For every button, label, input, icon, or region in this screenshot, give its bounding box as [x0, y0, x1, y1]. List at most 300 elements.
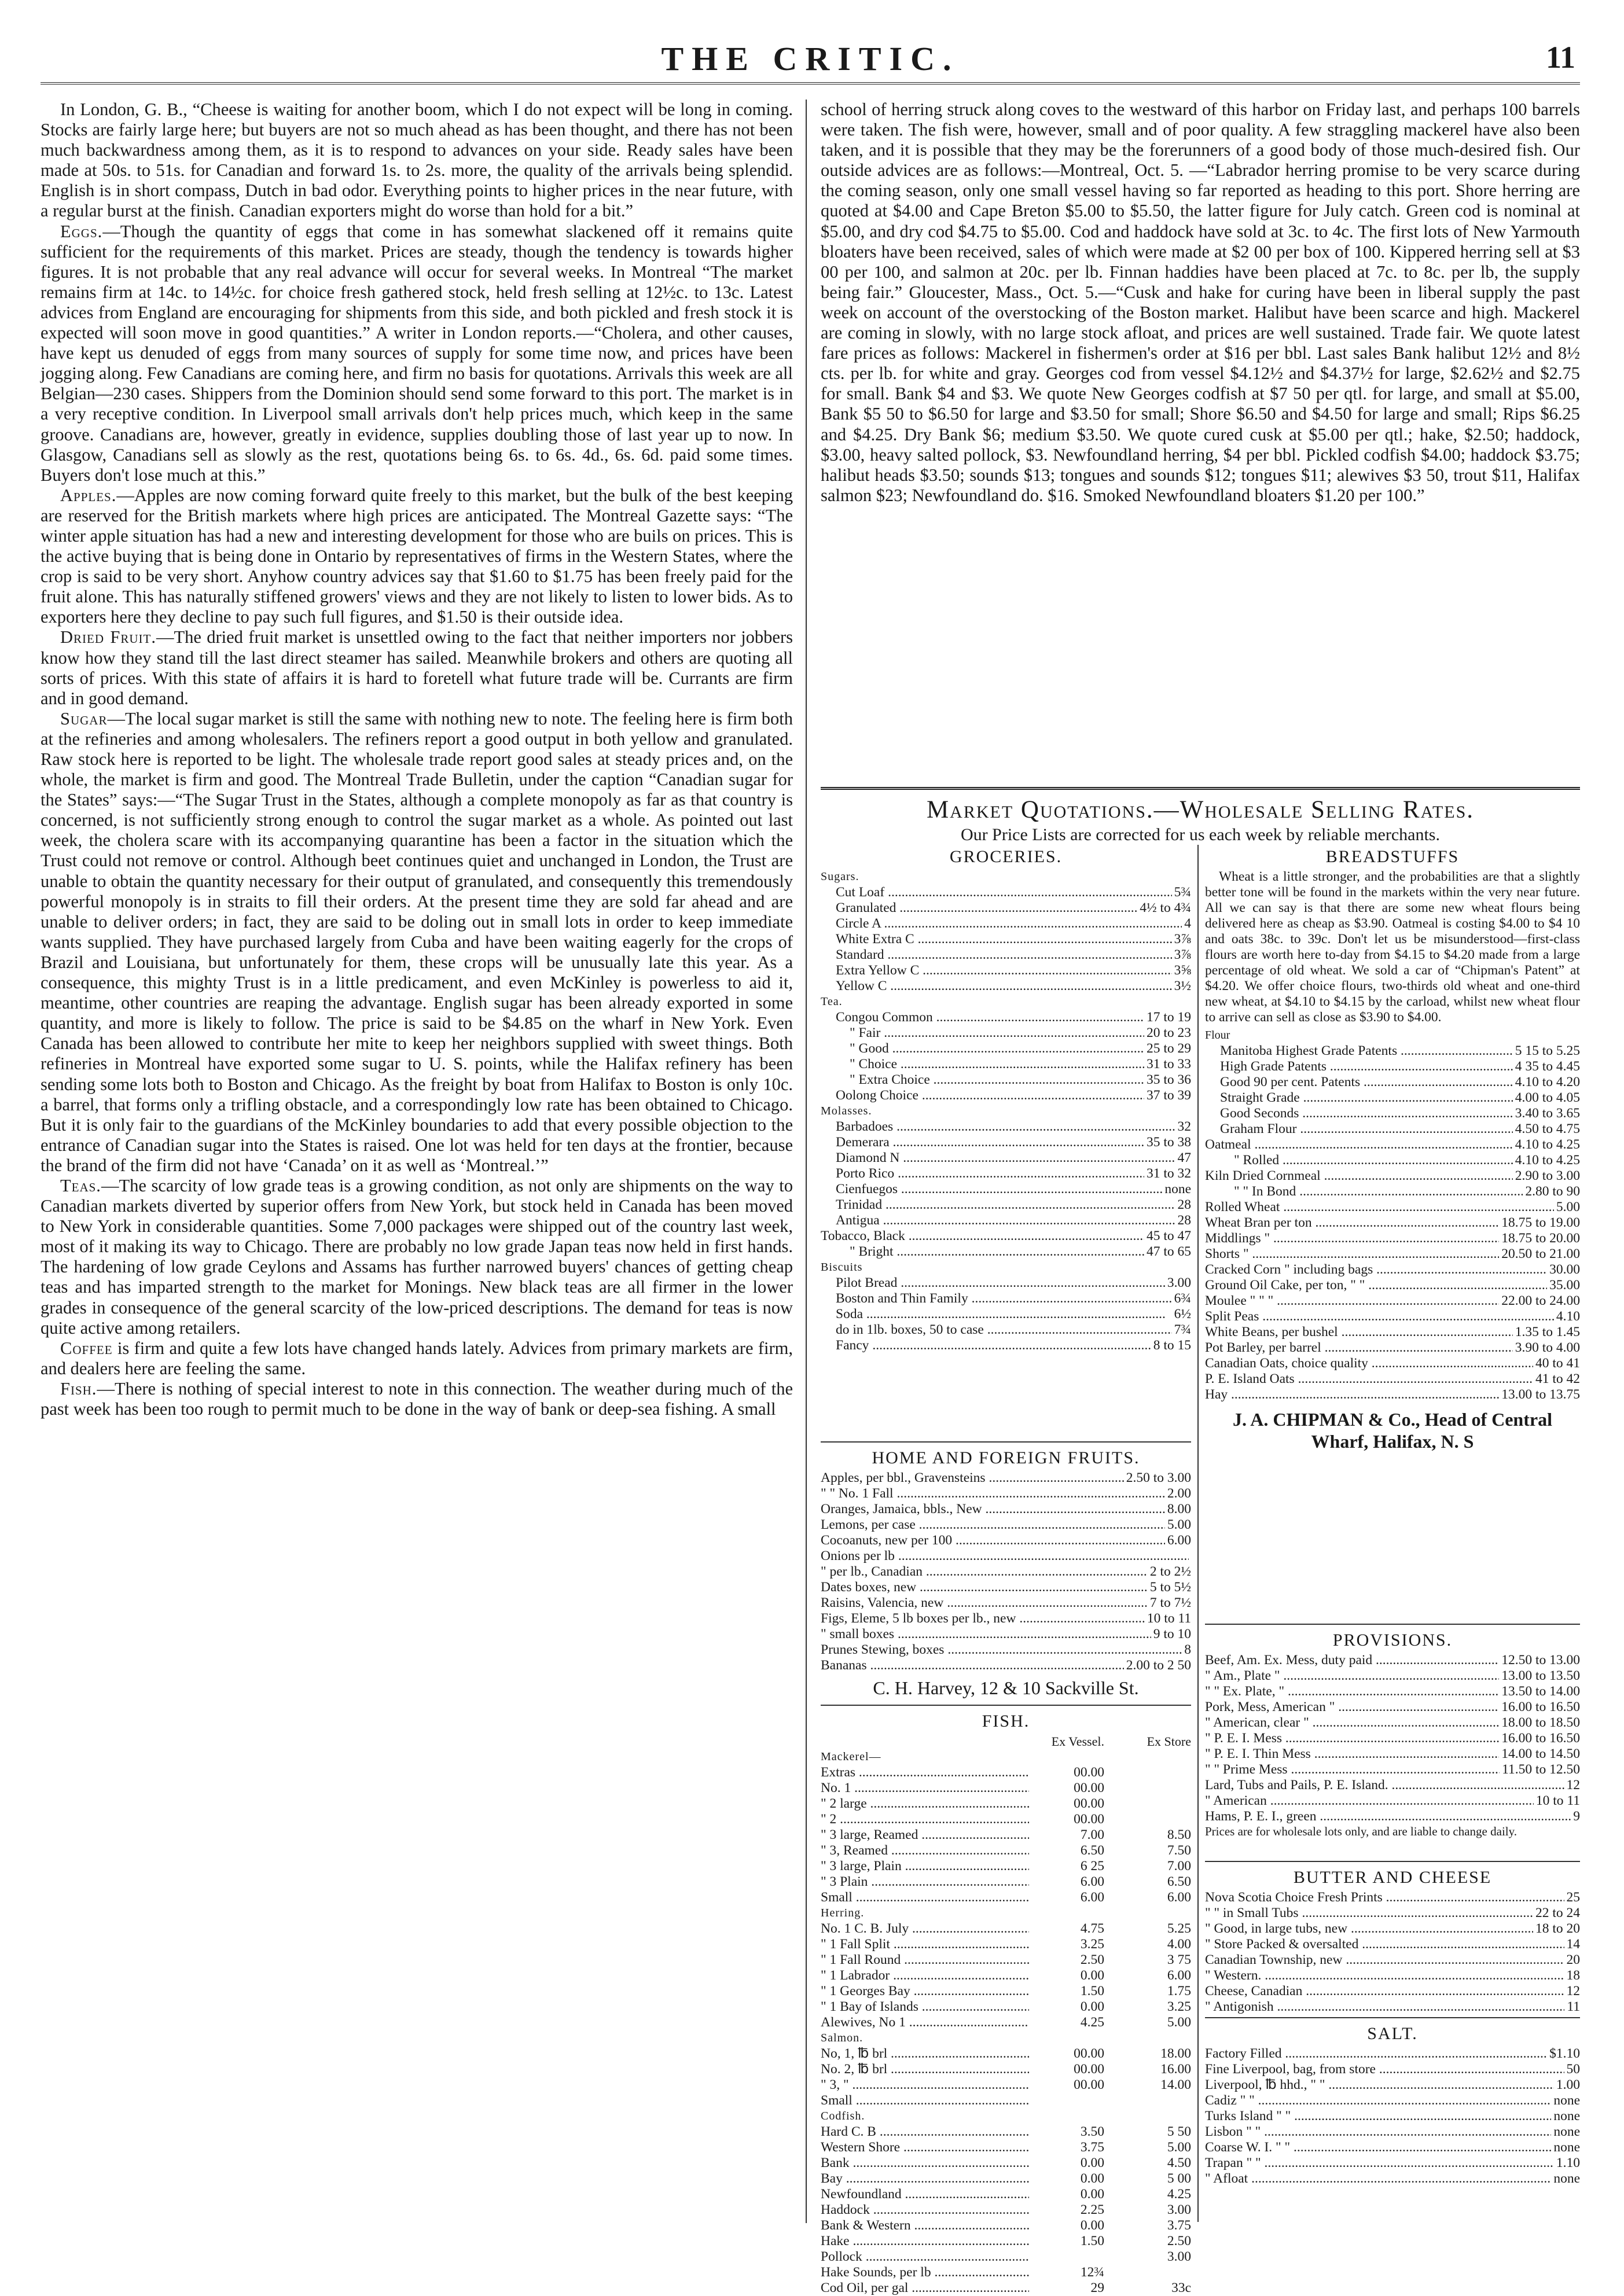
item-label: Prunes Stewing, boxes ..... [821, 1642, 1182, 1658]
price-row [1205, 1684, 1580, 1699]
item-price: 4 [1184, 916, 1191, 931]
price-row [1205, 1731, 1580, 1746]
ex-vessel-price: 6 25 [1080, 1859, 1104, 1874]
item-price: 3⅞ [1174, 932, 1191, 947]
price-row [821, 1322, 1191, 1338]
price-row [821, 1548, 1191, 1564]
fish-price-row [821, 1765, 1191, 1780]
price-row [1205, 1075, 1580, 1090]
price-row [821, 1010, 1191, 1025]
item-label: Cracked Corn " including bags ..... [1205, 1262, 1547, 1278]
ex-vessel-price: 6.00 [1080, 1890, 1104, 1905]
item-label: Hard C. B ..... [821, 2124, 1029, 2140]
item-price: 8.00 [1167, 1502, 1191, 1517]
fish-report-continued: school of herring struck along coves to the westward of this harbor on Friday last, and perhaps 100 barrels were taken. The fish were, however, small and of poor quality. A few straggling mackerel have also been taken, and it is possible that they may be the forerunners of a good body of those much-desired fish. Our outside advices are as follows:—Montreal, Oct. 5. —“Labrador herring promise to be very scarce during the coming season, only one small vessel having so far reported as heading to this port. Shore herring are quoted at $4.00 and Cape Breton $5.00 to $5.50, the latter figure for July catch. Green cod is nominal at $5.00, and dry cod $4.75 to $5.00. Cod and haddock have sold at 3c. to 4c. The first lots of New Yarmouth bloaters have been received, sales of which were made at $2 00 per box of 100. Kippered herring sell at $3 00 per 100, and salmon at 20c. per lb. Finnan haddies have been placed at 7c. to 8c. per lb, the supply being fair.” Gloucester, Mass., Oct. 5.—“Cusk and hake for curing have been in liberal supply the past week on account of the overstocking of the Boston market. Halibut have been scarce and high. Mackerel are coming in slowly, with no large stock afloat, and prices are well sustained. Trade fair. We quote latest fare prices as follows: Mackerel in fishermen's order at $16 per bbl. Last sales Bank halibut 12½ and 8½ cts. per lb. for white and gray. Georges cod from vessel $4.12½ and $4.37½ for large, $2.62½ and $2.75 for small. Bank $4 and $3. We quote New Georges codfish at $7 50 per qtl. for large, and small at $5.00, Bank $5 50 to $6.50 for large and $3.50 for small; Shore $6.50 and $4.50 for large and small; Rips $6.25 and $4.25. Dry Bank $6; medium $3.50. We quote cured cusk at $5.00 per qtl.; hake, $2.50; haddock, $3.00, heavy salted pollock, $3. Newfoundland herring, $4 per bbl. Pickled codfish $4.00; haddock $3.75; halibut heads $3.50; sounds $13; tongues and sounds $12; tongues $11; alewives $3 50, trout $11, Halifax salmon $23; Newfoundland do. $16. Smoked Newfoundland bloaters $1.20 per 100.” [821, 100, 1580, 505]
item-label: " 3, " ..... [821, 2077, 1029, 2093]
price-row [1205, 1043, 1580, 1059]
item-price: 9 to 10 [1153, 1627, 1191, 1642]
category-label: Tea. [821, 995, 843, 1008]
item-price: 31 to 33 [1146, 1057, 1191, 1072]
fish-price-row [821, 2249, 1191, 2265]
price-row [1205, 1793, 1580, 1809]
item-price: 20.50 to 21.00 [1501, 1246, 1580, 1261]
item-price: 20 [1566, 1952, 1580, 1967]
item-label: " Good ..... [850, 1041, 1144, 1057]
fish-price-row [821, 1812, 1191, 1827]
item-label: " 1 Bay of Islands ..... [821, 1999, 1029, 2015]
price-row [821, 1150, 1191, 1166]
fruits-rule [821, 1441, 1191, 1443]
fish-table [821, 1701, 1191, 2296]
article-paragraph [41, 709, 793, 1176]
item-price: 5.00 [1556, 1199, 1580, 1215]
price-row [1205, 1293, 1580, 1309]
harvey-firm: C. H. Harvey, 12 & 10 Sackville St. [873, 1677, 1139, 1698]
price-row [1205, 1121, 1580, 1137]
ex-store-price: 4.00 [1167, 1937, 1191, 1952]
item-label: " " Prime Mess ..... [1205, 1762, 1500, 1778]
item-label: No. 2, ℔ brl ..... [821, 2062, 1029, 2077]
paragraph-text: —The dried fruit market is unsettled owing to the fact that neither importers nor jobbers know how they stand till the last direct steamer has sailed. Meanwhile brokers and others are quoting all sorts of prices. With this state of affairs it is hard to foretell what future trade will be. Currants are firm and in good demand. [41, 627, 793, 708]
ex-vessel-price: 2.50 [1080, 1952, 1104, 1967]
item-label: Porto Rico ..... [836, 1166, 1144, 1182]
item-label: " 3 large, Plain ..... [821, 1859, 1029, 1874]
price-row [821, 1564, 1191, 1580]
ex-store-price [1104, 1765, 1191, 1780]
item-price: 3½ [1174, 978, 1191, 994]
price-row [821, 947, 1191, 963]
ex-vessel-header: Ex Vessel. [1051, 1734, 1104, 1749]
item-label: " Am., Plate " ..... [1205, 1668, 1499, 1684]
provisions-table [1205, 1620, 1580, 1838]
price-row [821, 1470, 1191, 1486]
item-price: 1.10 [1556, 2155, 1580, 2170]
price-row [1205, 1968, 1580, 1984]
item-label: Lisbon " " ..... [1205, 2124, 1551, 2140]
item-label: " 1 Fall Split ..... [821, 1937, 1029, 1952]
item-label: " per lb., Canadian ..... [821, 1564, 1148, 1580]
item-price: 35 to 38 [1146, 1135, 1191, 1150]
price-row [1205, 2109, 1580, 2124]
paragraph-text: In London, G. B., “Cheese is waiting for another boom, which I do not expect will be long in coming. Stocks are fairly large here; but buyers are not so much ahead as has been thought, and there has not been much backwardness among them, as it is to respond to advances on your side. Ready sales have been made at 50s. to 51s. for Canadian and forward 1s. to 2s. more, the quality of the arrivals being splendid. English is in short compass, Dutch in bad odor. Everything points to higher prices in the near future, with a regular burst at the finish. Canadian exporters might do worse than hold for a bit.” [41, 100, 793, 221]
ex-vessel-price: 00.00 [1074, 2077, 1104, 2092]
item-label: Congou Common ..... [836, 1010, 1144, 1025]
ex-vessel-price: 3.75 [1080, 2140, 1104, 2155]
price-row [1205, 1262, 1580, 1278]
groceries-rows [821, 869, 1191, 1353]
price-row [1205, 1324, 1580, 1340]
item-label: No. 1 ..... [821, 1780, 1029, 1796]
item-price: 4 35 to 4.45 [1515, 1059, 1580, 1074]
item-price: 32 [1177, 1119, 1191, 1134]
item-label: Dates boxes, new ..... [821, 1580, 1148, 1595]
item-label: " P. E. I. Thin Mess ..... [1205, 1746, 1499, 1762]
provisions-heading: PROVISIONS. [1332, 1631, 1453, 1650]
item-price: 8 to 15 [1153, 1338, 1191, 1353]
price-row [1205, 2046, 1580, 2062]
item-label: Manitoba Highest Grade Patents ..... [1220, 1043, 1513, 1059]
item-price: 50 [1566, 2062, 1580, 2077]
ex-store-header: Ex Store [1147, 1734, 1191, 1749]
paragraph-lead: Eggs. [60, 221, 103, 241]
item-label: Oatmeal ..... [1205, 1137, 1513, 1153]
masthead [41, 35, 1580, 81]
item-price: 22 to 24 [1535, 1905, 1580, 1920]
fish-price-row [821, 2218, 1191, 2234]
price-row [1205, 1371, 1580, 1387]
item-label: Wheat Bran per ton ..... [1205, 1215, 1499, 1231]
item-price: 6.00 [1167, 1533, 1191, 1548]
fish-price-row [821, 1984, 1191, 1999]
ex-vessel-price: 00.00 [1074, 1780, 1104, 1795]
item-price: 12.50 to 13.00 [1501, 1653, 1580, 1668]
category-label: Mackerel— [821, 1750, 881, 1763]
butter-cheese-table [1205, 1857, 1580, 2015]
item-label: Fine Liverpool, bag, from store ..... [1205, 2062, 1564, 2077]
item-price: 18.75 to 19.00 [1501, 1215, 1580, 1230]
fish-price-row [821, 1796, 1191, 1812]
price-row [821, 978, 1191, 994]
masthead-rule [41, 82, 1580, 84]
paragraph-lead: Dried Fruit. [60, 627, 156, 647]
fish-price-row [821, 2140, 1191, 2155]
item-price: 6¾ [1174, 1291, 1191, 1306]
price-row [821, 1642, 1191, 1658]
item-label: " American ..... [1205, 1793, 1534, 1809]
item-label: White Extra C ..... [836, 932, 1172, 947]
category-label: Herring. [821, 1907, 865, 1919]
ex-store-price: 16.00 [1160, 2062, 1191, 2077]
price-row [821, 1275, 1191, 1291]
price-row [821, 1517, 1191, 1533]
item-label: Antigua ..... [836, 1213, 1175, 1228]
ex-vessel-price: 00.00 [1074, 1812, 1104, 1827]
price-row [1205, 1231, 1580, 1246]
price-row [1205, 1153, 1580, 1168]
item-label: Granulated ..... [836, 900, 1137, 916]
price-row [821, 1072, 1191, 1088]
price-row [821, 932, 1191, 947]
fish-price-row [821, 1780, 1191, 1796]
item-price: 4.10 to 4.25 [1515, 1137, 1580, 1152]
ex-vessel-price: 0.00 [1080, 2171, 1104, 2186]
item-price: 4.10 to 4.25 [1515, 1153, 1580, 1168]
price-row [1205, 1984, 1580, 1999]
item-label: " 3 Plain ..... [821, 1874, 1029, 1890]
price-row [1205, 2140, 1580, 2155]
item-label: Circle A ..... [836, 916, 1182, 932]
price-row [1205, 1215, 1580, 1231]
fruits-heading: HOME AND FOREIGN FRUITS. [872, 1448, 1140, 1467]
ex-vessel-price [1029, 2249, 1104, 2265]
ex-store-price [1104, 2093, 1191, 2109]
item-label: Standard ..... [836, 947, 1172, 963]
item-price: 4.50 to 4.75 [1515, 1121, 1580, 1136]
price-row [1205, 1668, 1580, 1684]
fish-price-row [821, 1968, 1191, 1984]
item-price: none [1553, 2109, 1580, 2124]
item-label: " " Ex. Plate, " ..... [1205, 1684, 1499, 1699]
item-label: Raisins, Valencia, new ..... [821, 1595, 1148, 1611]
ex-store-price: 18.00 [1160, 2046, 1191, 2061]
fish-price-row [821, 2124, 1191, 2140]
price-row [821, 1119, 1191, 1135]
salt-table [1205, 2014, 1580, 2187]
fish-price-row [821, 2202, 1191, 2218]
price-row [821, 1627, 1191, 1642]
fruits-rows [821, 1470, 1191, 1673]
item-price: 47 to 65 [1146, 1244, 1191, 1259]
column-divider [806, 100, 807, 2223]
item-label: Beef, Am. Ex. Mess, duty paid ..... [1205, 1653, 1499, 1668]
price-row [821, 1502, 1191, 1517]
price-row [821, 1338, 1191, 1353]
item-price: 10 to 11 [1147, 1611, 1191, 1626]
fish-price-row [821, 1843, 1191, 1859]
publication-title: THE CRITIC. [661, 40, 960, 78]
price-row [1205, 2077, 1580, 2093]
salt-heading: SALT. [1367, 2024, 1418, 2043]
price-row [1205, 1106, 1580, 1121]
item-label: Oranges, Jamaica, bbls., New ..... [821, 1502, 1165, 1517]
item-price: 3.90 to 4.00 [1515, 1340, 1580, 1355]
price-row [821, 1595, 1191, 1611]
price-row [1205, 1309, 1580, 1324]
price-row [821, 1244, 1191, 1260]
provisions-rows [1205, 1653, 1580, 1824]
item-label: " Good, in large tubs, new ..... [1205, 1921, 1533, 1937]
market-quotations [821, 787, 1580, 845]
price-row [1205, 1999, 1580, 2015]
market-title: Market Quotations.—Wholesale Selling Rates. [926, 796, 1475, 823]
price-row [821, 1658, 1191, 1673]
item-label: " 2 large ..... [821, 1796, 1029, 1812]
price-row [1205, 1278, 1580, 1293]
item-price: 12 [1566, 1778, 1580, 1793]
item-price: 7 to 7½ [1149, 1595, 1191, 1610]
ex-vessel-price: 2.25 [1080, 2202, 1104, 2217]
item-price: 2.50 to 3.00 [1126, 1470, 1191, 1485]
item-label: Extras ..... [821, 1765, 1029, 1780]
ex-store-price: 3.25 [1167, 1999, 1191, 2014]
item-label: Cut Loaf ..... [836, 885, 1172, 900]
ex-vessel-price: 0.00 [1080, 1999, 1104, 2014]
price-row [1205, 1921, 1580, 1937]
item-label: Moulee " " " ..... [1205, 1293, 1499, 1309]
ex-vessel-price: 4.25 [1080, 2015, 1104, 2030]
ex-store-price [1104, 2265, 1191, 2280]
price-row [1205, 1715, 1580, 1731]
fish-price-row [821, 2265, 1191, 2280]
category-label: Salmon. [821, 2032, 864, 2044]
item-label: Hams, P. E. I., green ..... [1205, 1809, 1571, 1824]
ex-store-price: 5.00 [1167, 2140, 1191, 2155]
item-label: Split Peas ..... [1205, 1309, 1554, 1324]
item-price: 7¾ [1174, 1322, 1191, 1337]
price-row [821, 1307, 1191, 1322]
item-label: " 3, Reamed ..... [821, 1843, 1029, 1859]
price-row [1205, 2155, 1580, 2171]
item-price: 1.35 to 1.45 [1515, 1324, 1580, 1340]
item-label: " 1 Georges Bay ..... [821, 1984, 1029, 1999]
price-row [821, 1486, 1191, 1502]
item-label: " Western. ..... [1205, 1968, 1564, 1984]
item-label: " Bright ..... [850, 1244, 1144, 1260]
item-label: Barbadoes ..... [836, 1119, 1175, 1135]
fish-price-row [821, 2062, 1191, 2077]
fish-price-row [821, 2280, 1191, 2296]
item-label: " " in Small Tubs ..... [1205, 1905, 1533, 1921]
article-paragraph [41, 100, 793, 222]
item-label: Middlings " ..... [1205, 1231, 1499, 1246]
item-price: 18.00 to 18.50 [1501, 1715, 1580, 1730]
item-label: Western Shore ..... [821, 2140, 1029, 2155]
ex-vessel-price: 29 [1090, 2280, 1104, 2295]
fish-price-row [821, 1937, 1191, 1952]
price-row [821, 1025, 1191, 1041]
item-price: 5¾ [1174, 885, 1191, 900]
ex-vessel-price: 4.75 [1080, 1921, 1104, 1936]
fish-price-row [821, 2155, 1191, 2171]
price-row [1205, 1387, 1580, 1403]
fish-column-headers [821, 1734, 1191, 1749]
ex-store-price: 5.00 [1167, 2015, 1191, 2030]
market-subtitle: Our Price Lists are corrected for us each week by reliable merchants. [961, 825, 1440, 844]
item-price: 35.00 [1549, 1278, 1580, 1293]
item-label: Factory Filled ..... [1205, 2046, 1547, 2062]
price-row [1205, 1905, 1580, 1921]
price-row [1205, 1059, 1580, 1075]
fish-rows [821, 1749, 1191, 2296]
price-row [1205, 1199, 1580, 1215]
breadstuffs-table [1205, 845, 1580, 1452]
ex-store-price: 4.50 [1167, 2155, 1191, 2170]
price-row [821, 1197, 1191, 1213]
ex-store-price: 5 50 [1167, 2124, 1191, 2139]
item-price: 4.10 to 4.20 [1515, 1075, 1580, 1090]
ex-vessel-price: 1.50 [1080, 2234, 1104, 2249]
ex-store-price: 14.00 [1160, 2077, 1191, 2092]
item-price: 2.90 to 3.00 [1515, 1168, 1580, 1183]
item-label: Pollock ..... [821, 2249, 1029, 2265]
category-label: Sugars. [821, 870, 859, 883]
item-price: 3.00 [1167, 1275, 1191, 1290]
item-price: none [1553, 2093, 1580, 2108]
item-label: " " No. 1 Fall ..... [821, 1486, 1165, 1502]
item-price: 17 to 19 [1146, 1010, 1191, 1025]
butter-rows [1205, 1890, 1580, 2015]
price-row [1205, 1937, 1580, 1952]
fish-price-row [821, 2171, 1191, 2187]
item-price: $1.10 [1549, 2046, 1580, 2061]
price-row [821, 1580, 1191, 1595]
item-label: Pork, Mess, American " ..... [1205, 1699, 1499, 1715]
price-row [1205, 1952, 1580, 1968]
article-paragraph [41, 485, 793, 628]
groceries-table [821, 845, 1191, 1353]
item-label: High Grade Patents ..... [1220, 1059, 1513, 1075]
article-paragraph [41, 627, 793, 708]
ex-store-price: 33c [1171, 2280, 1191, 2295]
item-price: none [1553, 2124, 1580, 2139]
fish-price-row [821, 1952, 1191, 1968]
ex-store-price: 3.75 [1167, 2218, 1191, 2233]
paragraph-text: —Apples are now coming forward quite freely to this market, but the bulk of the best keeping are reserved for the British markets where high prices are anticipated. The Montreal Gazette says: “The winter apple situation has had a new and interesting development for those who are buils on prices. This is the active buying that is being done in Ontario by representatives of firms in the Western States, where the crop is said to be very short. Anyhow country advices say that $1.60 to $1.75 has been freely paid for the fruit alone. This has naturally stiffened growers' views and they are not likely to listen to lower bids. As to exporters here they decline to pay such full figures, and $1.50 is their outside idea. [41, 485, 793, 627]
item-label: Small ..... [821, 2093, 1029, 2109]
item-label: Coarse W. I. " " ..... [1205, 2140, 1551, 2155]
fish-price-row [821, 1921, 1191, 1937]
ex-store-price: 7.00 [1167, 1859, 1191, 1874]
ex-vessel-price: 00.00 [1074, 1765, 1104, 1780]
ex-store-price: 5 00 [1167, 2171, 1191, 2186]
butter-rule [1205, 1861, 1580, 1862]
groceries-heading: GROCERIES. [949, 847, 1063, 866]
article-paragraph [41, 1379, 793, 1419]
paragraph-text: is firm and quite a few lots have changed hands lately. Advices from primary markets are firm, and dealers here are feeling the same. [41, 1338, 793, 1378]
price-row [821, 1291, 1191, 1307]
item-price: 3.40 to 3.65 [1515, 1106, 1580, 1121]
price-row [1205, 1762, 1580, 1778]
item-price: 16.00 to 16.50 [1501, 1699, 1580, 1714]
price-row [1205, 2124, 1580, 2140]
item-label: Oolong Choice ..... [836, 1088, 1144, 1103]
item-price: 25 [1566, 1890, 1580, 1905]
price-row [821, 916, 1191, 932]
item-label: Apples, per bbl., Gravensteins ..... [821, 1470, 1124, 1486]
item-label: Canadian Oats, choice quality ..... [1205, 1356, 1533, 1371]
item-price: 14.00 to 14.50 [1501, 1746, 1580, 1761]
item-label: " 1 Labrador ..... [821, 1968, 1029, 1984]
provisions-rule [1205, 1624, 1580, 1625]
item-price: 28 [1177, 1213, 1191, 1228]
item-label: Kiln Dried Cornmeal ..... [1205, 1168, 1513, 1184]
item-label: " Extra Choice ..... [850, 1072, 1144, 1088]
item-price: 4½ to 4¾ [1140, 900, 1191, 915]
item-price: 18.75 to 20.00 [1501, 1231, 1580, 1246]
price-row [1205, 1653, 1580, 1668]
item-label: Cocoanuts, new per 100 ..... [821, 1533, 1165, 1548]
ex-vessel-price: 0.00 [1080, 2155, 1104, 2170]
item-label: do in 1lb. boxes, 50 to case ..... [836, 1322, 1172, 1338]
item-price: 11 [1567, 1999, 1580, 2014]
ex-vessel-price: 6.50 [1080, 1843, 1104, 1858]
salt-rows [1205, 2046, 1580, 2187]
item-label: Figs, Eleme, 5 lb boxes per lb., new ..... [821, 1611, 1145, 1627]
price-row [821, 1041, 1191, 1057]
price-row [821, 1611, 1191, 1627]
item-price: 25 to 29 [1146, 1041, 1191, 1056]
price-row [821, 1088, 1191, 1103]
article-paragraph [41, 1176, 793, 1338]
ex-vessel-price: 1.50 [1080, 1984, 1104, 1999]
ex-store-price: 6.50 [1167, 1874, 1191, 1889]
ex-vessel-price: 0.00 [1080, 2218, 1104, 2233]
ex-store-price: 7.50 [1167, 1843, 1191, 1858]
price-row [1205, 1890, 1580, 1905]
item-price: 35 to 36 [1146, 1072, 1191, 1087]
ex-vessel-price: 6.00 [1080, 1874, 1104, 1889]
ex-store-price: 3.00 [1167, 2202, 1191, 2217]
ex-store-price: 6.00 [1167, 1968, 1191, 1983]
item-price: none [1164, 1182, 1191, 1197]
item-label: " small boxes ..... [821, 1627, 1151, 1642]
item-price: 18 to 20 [1535, 1921, 1580, 1936]
item-label: No, 1, ℔ brl ..... [821, 2046, 1029, 2062]
item-label: Liverpool, ℔ hhd., " " ..... [1205, 2077, 1554, 2093]
item-label: Good 90 per cent. Patents ..... [1220, 1075, 1513, 1090]
ex-store-price: 3.00 [1167, 2249, 1191, 2264]
item-label: Nova Scotia Choice Fresh Prints ..... [1205, 1890, 1564, 1905]
